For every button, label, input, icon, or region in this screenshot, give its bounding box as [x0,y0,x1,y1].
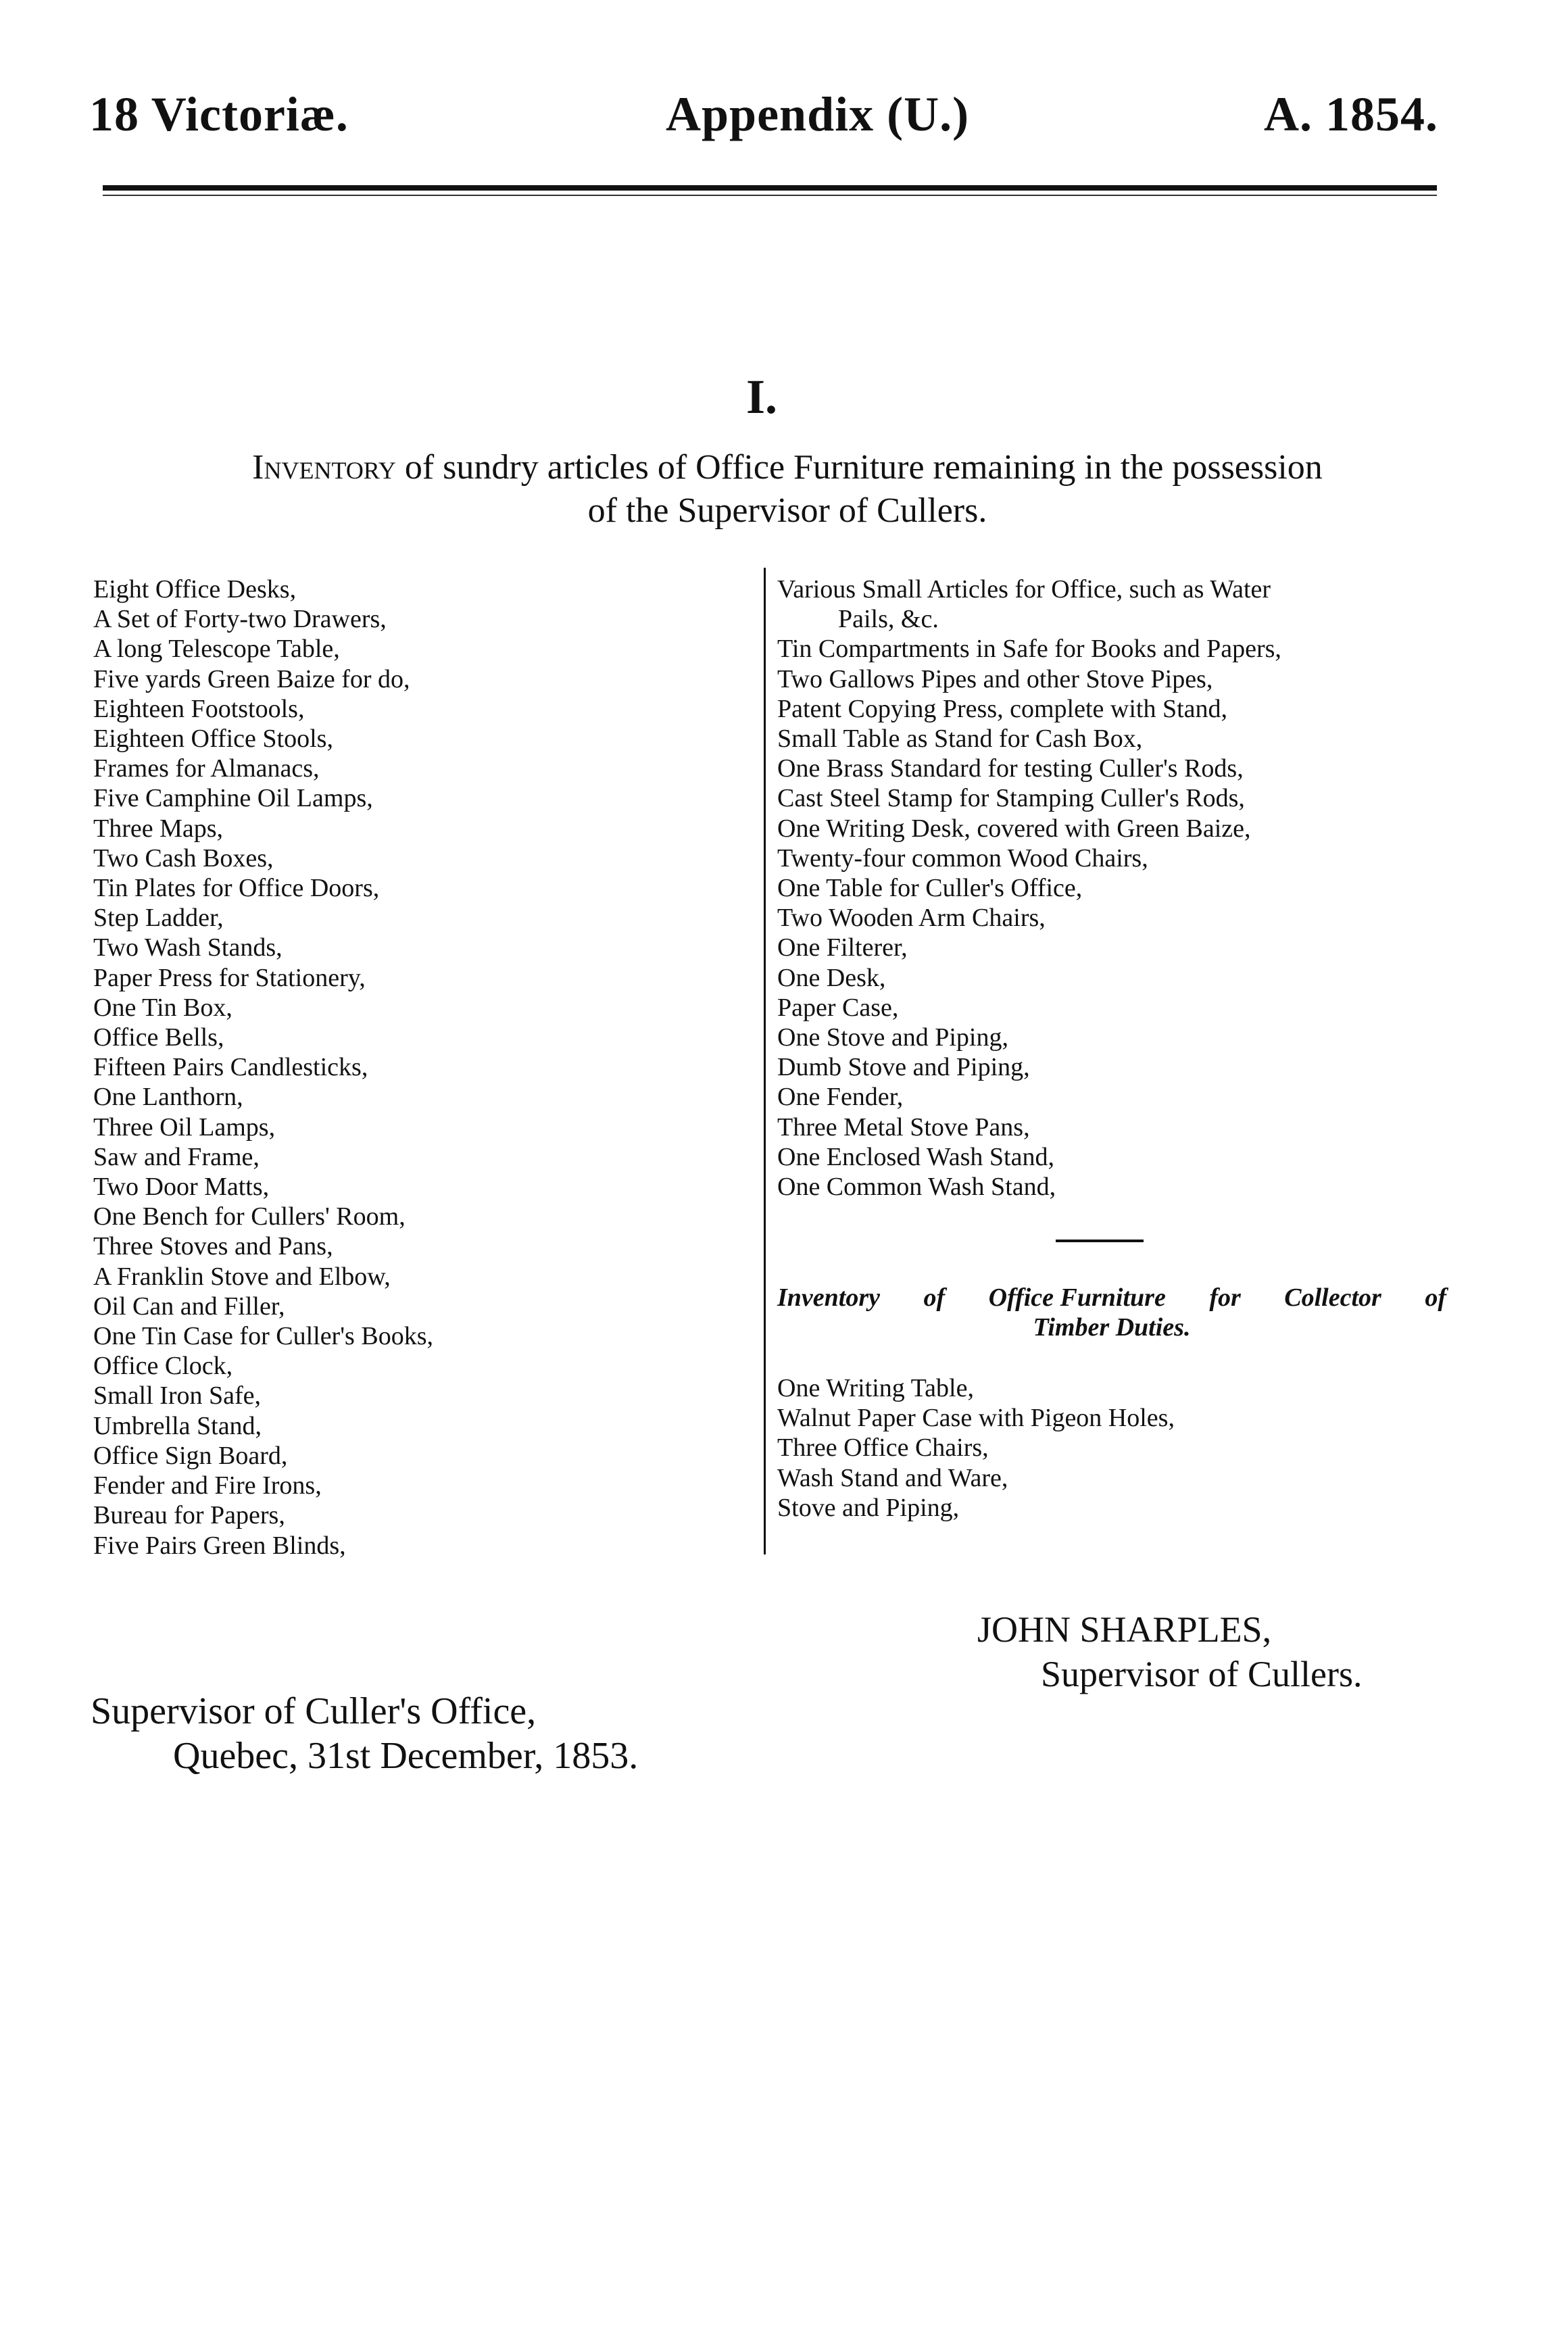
section-title-line1: of sundry articles of Office Furniture remaining in the possession [404,448,1323,487]
collector-item: Wash Stand and Ware, [777,1463,1008,1492]
inventory-item: Two Gallows Pipes and other Stove Pipes, [777,664,1213,693]
place-line2: Quebec, 31st December, 1853. [173,1735,639,1777]
collector-title-word: of [1425,1283,1446,1312]
collector-title-word: for [1209,1283,1241,1312]
inventory-item: Saw and Frame, [93,1142,260,1171]
inventory-item: Eight Office Desks, [93,575,297,604]
inventory-item: Patent Copying Press, complete with Stand, [777,694,1228,723]
collector-item: Walnut Paper Case with Pigeon Holes, [777,1404,1175,1433]
signature-role: Supervisor of Cullers. [1041,1654,1363,1694]
collector-title-word: Collector [1284,1283,1381,1312]
inventory-item: Step Ladder, [93,904,224,933]
collector-item: Stove and Piping, [777,1493,960,1522]
inventory-item: Umbrella Stand, [93,1411,262,1440]
collector-inventory-title [777,1283,1446,1342]
inventory-item: One Bench for Cullers' Room, [93,1202,406,1231]
place-line1: Supervisor of Culler's Office, [91,1690,537,1732]
section-title-lead: Inventory [252,448,396,487]
inventory-item: Three Oil Lamps, [93,1112,276,1142]
inventory-item: Paper Case, [777,993,899,1022]
header-left: 18 Victoriæ. [89,87,349,141]
inventory-item: Office Sign Board, [93,1441,288,1470]
header-right: A. 1854. [1264,87,1438,141]
inventory-item: Twenty-four common Wood Chairs, [777,843,1148,873]
section-title [135,446,1440,533]
inventory-item: One Fender, [777,1083,904,1112]
collector-item: Three Office Chairs, [777,1433,989,1463]
inventory-item: A Franklin Stove and Elbow, [93,1262,391,1291]
inventory-item: One Writing Desk, covered with Green Baize, [777,814,1251,843]
inventory-item: Eighteen Office Stools, [93,725,333,754]
collector-inventory-list [777,1373,1175,1523]
inventory-item: One Tin Box, [93,993,232,1022]
inventory-item: Cast Steel Stamp for Stamping Culler's Rods, [777,784,1245,813]
inventory-item: Three Metal Stove Pans, [777,1112,1030,1142]
inventory-item: One Tin Case for Culler's Books, [93,1322,433,1351]
inventory-item: Office Clock, [93,1352,233,1381]
inventory-item: Bureau for Papers, [93,1501,285,1530]
collector-title-word: of [923,1283,946,1312]
inventory-item: One Lanthorn, [93,1083,243,1112]
inventory-item: Pails, &c. [838,605,939,634]
inventory-item: One Common Wash Stand, [777,1173,1056,1202]
inventory-item: Office Bells, [93,1023,224,1052]
collector-title-word: Inventory [777,1283,880,1312]
inventory-item: Oil Can and Filler, [93,1292,285,1321]
inventory-item: Paper Press for Stationery, [93,963,366,992]
inventory-item: Two Door Matts, [93,1173,270,1202]
signature-name: JOHN SHARPLES, [977,1609,1272,1650]
section-title-line2: of the Supervisor of Cullers. [587,491,987,530]
inventory-item: Dumb Stove and Piping, [777,1053,1030,1082]
inventory-item: Five Pairs Green Blinds, [93,1531,346,1560]
inventory-item: Two Wooden Arm Chairs, [777,904,1046,933]
inventory-item: Three Maps, [93,814,224,843]
column-divider [764,568,766,1554]
inventory-item: A long Telescope Table, [93,635,340,664]
header-rule-thin [103,195,1437,196]
inventory-item: A Set of Forty-two Drawers, [93,605,387,634]
header-rule [103,185,1437,191]
inventory-item: Small Table as Stand for Cash Box, [777,725,1143,754]
collector-title-word: Office Furniture [988,1283,1166,1312]
section-number: I. [746,370,778,424]
right-inventory-list [777,574,1446,1202]
inventory-item: Two Cash Boxes, [93,843,274,873]
collector-title-line2: Timber Duties. [1033,1313,1191,1342]
inventory-item: One Table for Culler's Office, [777,874,1083,903]
inventory-item: Small Iron Safe, [93,1381,262,1411]
inventory-item: Tin Plates for Office Doors, [93,874,380,903]
inventory-item: Fifteen Pairs Candlesticks, [93,1053,368,1082]
inventory-item: One Stove and Piping, [777,1023,1008,1052]
inventory-item: Frames for Almanacs, [93,754,320,783]
inventory-item: Fender and Fire Irons, [93,1471,322,1500]
header-center: Appendix (U.) [666,87,970,141]
collector-item: One Writing Table, [777,1374,974,1402]
inventory-item: Five yards Green Baize for do, [93,664,410,693]
inventory-item: One Enclosed Wash Stand, [777,1142,1054,1171]
inventory-item: One Brass Standard for testing Culler's Rods, [777,754,1244,783]
inventory-item: Eighteen Footstools, [93,694,305,723]
inventory-item: One Desk, [777,963,886,992]
inventory-item: Two Wash Stands, [93,933,283,962]
inventory-item: Three Stoves and Pans, [93,1232,333,1261]
left-inventory-list [93,574,769,1561]
inventory-item: Various Small Articles for Office, such as Water [777,575,1271,604]
inventory-item: One Filterer, [777,933,908,962]
inventory-item: Tin Compartments in Safe for Books and Papers, [777,635,1281,664]
section-separator [1056,1240,1144,1242]
inventory-item: Five Camphine Oil Lamps, [93,784,373,813]
